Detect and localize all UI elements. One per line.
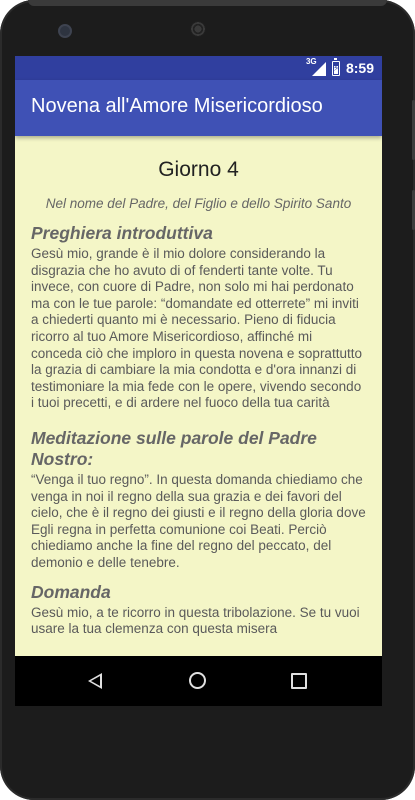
day-title: Giorno 4 bbox=[158, 158, 239, 181]
status-icons bbox=[305, 57, 374, 76]
navigation-bar bbox=[15, 656, 382, 706]
device-screen bbox=[15, 56, 382, 706]
section-title: Preghiera introduttiva bbox=[31, 223, 213, 243]
recents-icon[interactable] bbox=[291, 673, 307, 689]
invocation-text: Nel nome del Padre, del Figlio e dello Spirito Santo bbox=[45, 196, 352, 211]
section-title: Domanda bbox=[31, 581, 111, 602]
novena-content[interactable] bbox=[15, 136, 382, 656]
section-title: Meditazione sulle parole del Padre Nostro: bbox=[31, 427, 317, 469]
battery-charging-icon: ⚡ bbox=[332, 61, 340, 76]
device-top-edge bbox=[28, 0, 387, 6]
section-text: Gesù mio, a te ricorro in questa tribolazione. Se tu vuoi usare la tua clemenza con questa misera bbox=[31, 604, 360, 637]
status-time: 8:59 bbox=[345, 60, 374, 76]
front-camera bbox=[58, 24, 72, 38]
app-bar bbox=[15, 80, 382, 136]
section-meditation bbox=[15, 428, 382, 572]
home-icon[interactable] bbox=[189, 672, 206, 689]
status-bar bbox=[15, 56, 382, 80]
signal-label: 3G bbox=[305, 57, 317, 66]
app-title: Novena all'Amore Misericordioso bbox=[31, 95, 323, 117]
section-request bbox=[15, 582, 382, 638]
section-intro-prayer bbox=[15, 223, 382, 412]
section-text: Gesù mio, grande è il mio dolore considerando la disgrazia che ho avuto di of fenderti tante volte. Tu invece, con cuore di Padre, non solo mi hai perdonato ma con le tue parole: “domandate ed otterrete” mi inviti a chiederti quanto mi è necessario. Pieno di fiducia ricorro al tuo Amore Misericordioso, affinché mi conceda ciò che imploro in questa novena e soprattutto la grazia di cambiare la mia condotta e d'ora innanzi di testimoniare la mia fede con le opere, vivendo secondo i tuoi precetti, e di ardere nel fuoco della tua carità bbox=[31, 246, 362, 411]
section-text: “Venga il tuo regno”. In questa domanda chiediamo che venga in noi il regno della sua grazia e dei favori del cielo, che è il regno dei giusti e il regno della gloria dove Egli regna in perfetta comunione coi Beati. Perciò chiediamo anche la fine del regno del peccato, del demonio e delle tenebre. bbox=[31, 471, 366, 570]
signal-icon bbox=[305, 57, 326, 76]
earpiece-speaker bbox=[190, 21, 206, 37]
back-icon[interactable] bbox=[88, 673, 102, 689]
